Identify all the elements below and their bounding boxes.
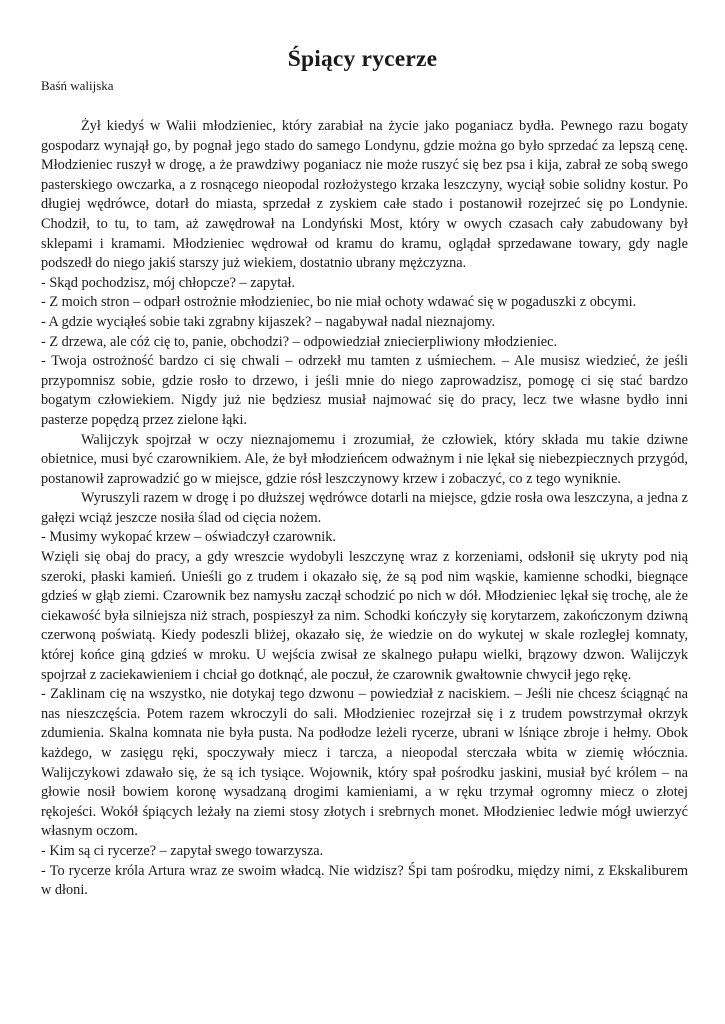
paragraph: - Z drzewa, ale cóż cię to, panie, obchodzi? – odpowiedział zniecierpliwiony młodzieniec. xyxy=(41,333,558,350)
paragraph: Wyruszyli razem w drogę i po dłuższej wędrówce dotarli na miejsce, gdzie rosła owa leszczyna, a jedna z gałęzi wciąż jeszcze nosiła ślad od cięcia nożem. xyxy=(41,490,688,526)
paragraph: - Z moich stron – odparł ostrożnie młodzieniec, bo nie miał ochoty wdawać się w pogaduszki z obcymi. xyxy=(41,294,637,311)
paragraph: - Twoja ostrożność bardzo ci się chwali – odrzekł mu tamten z uśmiechem. – Ale musisz wiedzieć, że jeśli przypomnisz sobie, gdzie rosło to drzewo, i jeśli mnie do niego zaprowadzisz, pomogę ci się stać bardzo bogatym człowiekiem. Nigdy już nie będziesz musiał najmować się do pracy, lecz twe własne bydło inni pasterze popędzą przez zielone łąki. xyxy=(41,353,688,428)
paragraph: - To rycerze króla Artura wraz ze swoim władcą. Nie widzisz? Śpi tam pośrodku, między nimi, z Ekskaliburem w dłoni. xyxy=(41,862,688,899)
paragraph: - Musimy wykopać krzew – oświadczył czarownik. xyxy=(41,529,336,546)
paragraph: - Skąd pochodzisz, mój chłopcze? – zapytał. xyxy=(41,274,296,291)
paragraph: Żył kiedyś w Walii młodzieniec, który zarabiał na życie jako poganiacz bydła. Pewnego razu bogaty gospodarz wynajął go, by pognał jego stado do samego Londynu, gdzie można go było sprzedać za lepszą cenę. Młodzieniec ruszył w drogę, a że prawdziwy poganiacz nie może ruszyć się bez psa i kija, zabrał ze sobą swego pasterskiego owczarka, a z rosnącego nieopodal rozłożystego krzaka leszczyny, wyciął sobie solidny kostur. Po długiej wędrówce, dotarł do miasta, sprzedał z zyskiem całe stado i postanowił rozejrzeć się po Londynie. Chodził, to tu, to tam, aż zawędrował na Londyński Most, który w owych czasach cały zabudowany był sklepami i kramami. Młodzieniec wędrował od kramu do kramu, oglądał sprzedawane towary, gdy nagle podszedł do niego jakiś starszy już wiekiem, dostatnio ubrany mężczyzna. xyxy=(41,118,688,272)
paragraph: - Kim są ci rycerze? – zapytał swego towarzysza. xyxy=(41,842,324,859)
story-subtitle: Baśń walijska xyxy=(41,78,114,93)
paragraph: Wzięli się obaj do pracy, a gdy wreszcie wydobyli leszczynę wraz z korzeniami, odsłonił się ukryty pod nią szeroki, płaski kamień. Unieśli go z trudem i okazało się, że są pod nim wąskie, kamienne schodki, biegnące gdzieś w głąb ziemi. Czarownik bez namysłu zaczął schodzić po nich w dół. Młodzieniec lękał się trochę, ale że ciekawość była silniejsza niż strach, pospieszył za nim. Schodki kończyły się korytarzem, zakończonym dziwną czerwoną poświatą. Kiedy podeszli bliżej, okazało się, że wiedzie on do wykutej w skale rozległej komnaty, której końce giną gdzieś w mroku. U wejścia zwisał ze skalnego pułapu wielki, brązowy dzwon. Walijczyk spojrzał z zaciekawieniem i chciał go dotknąć, ale poczuł, że czarownik gwałtownie chwycił jego rękę. xyxy=(41,549,688,683)
paragraph: - A gdzie wyciąłeś sobie taki zgrabny kijaszek? – nagabywał nadal nieznajomy. xyxy=(41,313,496,330)
story-title: Śpiący rycerze xyxy=(287,46,438,72)
story-body xyxy=(41,117,688,901)
paragraph: Walijczyk spojrzał w oczy nieznajomemu i zrozumiał, że człowiek, który składa mu takie dziwne obietnice, musi być czarownikiem. Ale, że był młodzieńcem odważnym i nie lękał się niebezpiecznych przygód, postanowił zaprowadzić go w miejsce, gdzie rósł leszczynowy krzew i zobaczyć, co z tego wyniknie. xyxy=(41,431,688,487)
paragraph: - Zaklinam cię na wszystko, nie dotykaj tego dzwonu – powiedział z naciskiem. – Jeśli nie chcesz ściągnąć na nas nieszczęścia. Potem razem wkroczyli do sali. Młodzieniec rozejrzał się i z trudem powstrzymał okrzyk zdumienia. Skalna komnata nie była pusta. Na podłodze leżeli rycerze, ubrani w lśniące zbroje i hełmy. Obok każdego, w zasięgu ręki, spoczywały miecz i tarcza, a nieopodal sterczała wbita w ziemię włócznia. Walijczykowi zdawało się, że są ich tysiące. Wojownik, który spał pośrodku jaskini, musiał być królem – na głowie nosił bowiem koronę wysadzaną drogimi kamieniami, a w ręku trzymał ogromny miecz o złotej rękojeści. Wokół śpiących leżały na ziemi stosy złotych i srebrnych monet. Młodzieniec ledwie mógł uwierzyć własnym oczom. xyxy=(41,686,688,840)
